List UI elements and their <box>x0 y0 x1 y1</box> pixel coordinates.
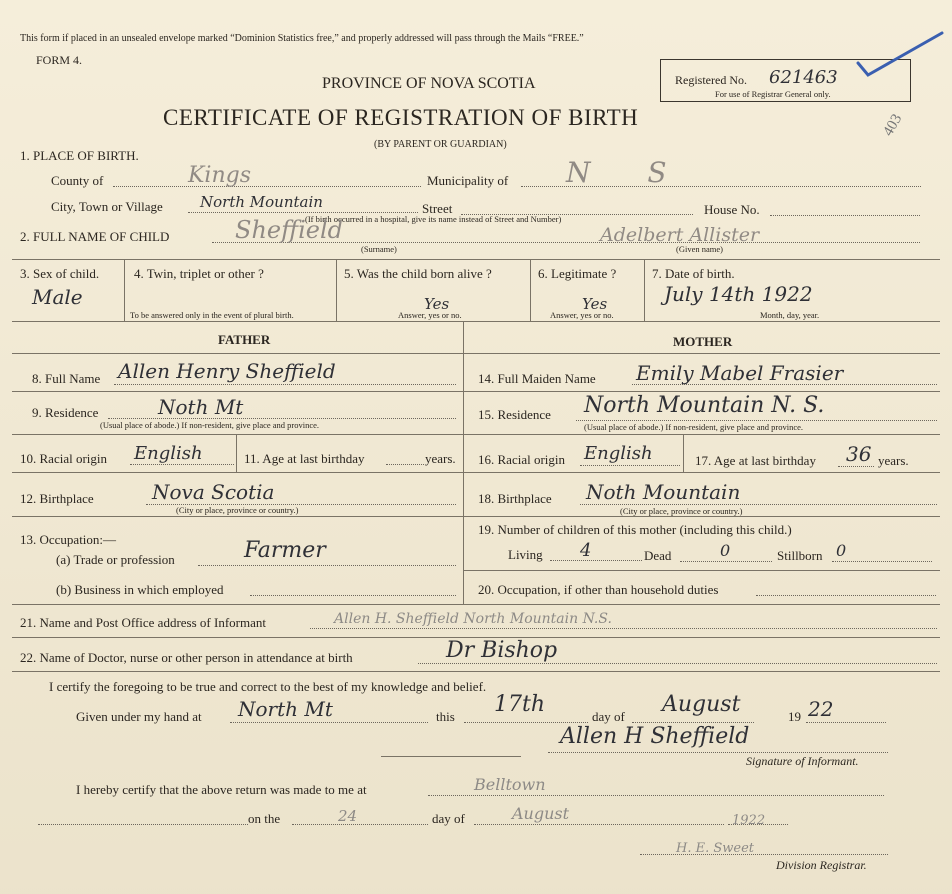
mother-age-label: 17. Age at last birthday <box>695 453 816 468</box>
born-alive-value: Yes <box>424 295 450 313</box>
mother-birthplace-label: 18. Birthplace <box>478 491 552 506</box>
twin-label: 4. Twin, triplet or other ? <box>134 266 264 281</box>
registered-label: Registered No. <box>675 73 747 87</box>
legitimate-label: 6. Legitimate ? <box>538 266 617 281</box>
mother-residence-label: 15. Residence <box>478 407 551 422</box>
certify-place: North Mt <box>238 697 333 721</box>
registered-note: For use of Registrar General only. <box>715 89 831 99</box>
page-subtitle: (BY PARENT OR GUARDIAN) <box>374 139 507 150</box>
hospital-note: (If birth occurred in a hospital, give its name instead of Street and Number) <box>305 214 562 224</box>
sex-label: 3. Sex of child. <box>20 266 100 281</box>
street-label: Street <box>422 201 453 216</box>
father-years-label: years. <box>425 451 456 466</box>
business-label: (b) Business in which employed <box>56 582 224 597</box>
child-surname: Sheffield <box>235 216 344 244</box>
registrar-day-of-label: day of <box>432 811 465 826</box>
mother-occupation-label: 20. Occupation, if other than household duties <box>478 582 719 597</box>
father-name: Allen Henry Sheffield <box>118 359 336 383</box>
father-age-label: 11. Age at last birthday <box>244 451 365 466</box>
living-label: Living <box>508 547 543 562</box>
page-title: CERTIFICATE OF REGISTRATION OF BIRTH <box>163 105 639 130</box>
father-name-label: 8. Full Name <box>32 371 101 386</box>
mother-name: Emily Mabel Frasier <box>636 361 844 385</box>
mother-years-label: years. <box>878 453 909 468</box>
mother-birthplace-note: (City or place, province or country.) <box>620 506 743 516</box>
county-value: Kings <box>188 163 252 188</box>
doctor-value: Dr Bishop <box>446 638 558 663</box>
mother-residence: North Mountain N. S. <box>584 393 825 418</box>
municipality-label: Municipality of <box>427 173 509 188</box>
twin-note: To be answered only in the event of plural birth. <box>130 310 294 320</box>
born-alive-note: Answer, yes or no. <box>398 310 462 320</box>
certify-day-of-label: day of <box>592 709 625 724</box>
county-label: County of <box>51 173 104 188</box>
father-birthplace: Nova Scotia <box>152 480 275 504</box>
born-alive-label: 5. Was the child born alive ? <box>344 266 492 281</box>
children-count-label: 19. Number of children of this mother (including this child.) <box>478 522 792 537</box>
informant-signature: Allen H Sheffield <box>560 724 750 749</box>
house-number-label: House No. <box>704 202 760 217</box>
certify-day: 17th <box>494 692 546 717</box>
certify-year-prefix: 19 <box>788 709 801 724</box>
sex-value: Male <box>32 285 83 309</box>
certify-month: August <box>662 692 741 717</box>
city-label: City, Town or Village <box>51 199 163 214</box>
mail-notice: This form if placed in an unsealed envelope marked “Dominion Statistics free,” and properly addressed will pass through the Mails “FREE.” <box>20 33 584 44</box>
place-of-birth-heading: 1. PLACE OF BIRTH. <box>20 148 139 163</box>
registered-number: 621463 <box>769 67 838 88</box>
registrar-place: Belltown <box>474 775 546 794</box>
child-given-name: Adelbert Allister <box>600 224 760 246</box>
date-of-birth-note: Month, day, year. <box>760 310 820 320</box>
legitimate-value: Yes <box>582 295 608 313</box>
mother-heading: MOTHER <box>673 334 733 349</box>
registrar-month: August <box>512 804 570 823</box>
dead-count: 0 <box>720 541 731 560</box>
father-residence: Noth Mt <box>158 395 244 419</box>
form-number: FORM 4. <box>36 53 83 67</box>
mother-name-label: 14. Full Maiden Name <box>478 371 596 386</box>
father-residence-note: (Usual place of abode.) If non-resident, give place and province. <box>100 420 320 430</box>
mother-racial-label: 16. Racial origin <box>478 452 566 467</box>
city-value: North Mountain <box>200 193 323 211</box>
mother-racial-origin: English <box>584 443 653 464</box>
trade-label: (a) Trade or profession <box>56 552 175 567</box>
dead-label: Dead <box>644 548 672 563</box>
stillborn-count: 0 <box>836 541 847 560</box>
stillborn-label: Stillborn <box>777 548 823 563</box>
this-label: this <box>436 709 455 724</box>
trade-value: Farmer <box>244 538 326 563</box>
doctor-label: 22. Name of Doctor, nurse or other person in attendance at birth <box>20 650 353 665</box>
registrar-statement: I hereby certify that the above return was made to me at <box>76 782 367 797</box>
certify-statement: I certify the foregoing to be true and correct to the best of my knowledge and belief. <box>49 679 487 694</box>
province-heading: PROVINCE OF NOVA SCOTIA <box>322 75 536 92</box>
registrar-on-label: on the <box>248 811 281 826</box>
signature-label: Signature of Informant. <box>746 754 859 768</box>
father-birthplace-label: 12. Birthplace <box>20 491 94 506</box>
registrar-year: 1922 <box>732 813 766 828</box>
municipality-value: N S <box>566 156 691 189</box>
certify-year: 22 <box>808 697 834 721</box>
archive-stamp: 403 <box>880 111 906 139</box>
registrar-day: 24 <box>338 807 358 825</box>
legitimate-note: Answer, yes or no. <box>550 310 614 320</box>
child-name-label: 2. FULL NAME OF CHILD <box>20 229 170 244</box>
living-count: 4 <box>580 540 592 561</box>
mother-birthplace: Noth Mountain <box>586 480 741 504</box>
informant-value: Allen H. Sheffield North Mountain N.S. <box>334 611 612 627</box>
given-name-note: (Given name) <box>676 244 723 254</box>
father-birthplace-note: (City or place, province or country.) <box>176 505 299 515</box>
registrar-signature: H. E. Sweet <box>676 841 754 856</box>
father-heading: FATHER <box>218 332 271 347</box>
mother-residence-note: (Usual place of abode.) If non-resident, give place and province. <box>584 422 804 432</box>
check-mark-icon <box>850 25 950 85</box>
surname-note: (Surname) <box>361 244 397 254</box>
given-under-label: Given under my hand at <box>76 709 202 724</box>
date-of-birth-label: 7. Date of birth. <box>652 266 735 281</box>
division-registrar-label: Division Registrar. <box>776 858 867 872</box>
father-residence-label: 9. Residence <box>32 405 99 420</box>
father-racial-label: 10. Racial origin <box>20 451 108 466</box>
father-racial-origin: English <box>134 443 203 464</box>
occupation-label: 13. Occupation:— <box>20 532 117 547</box>
date-of-birth-value: July 14th 1922 <box>664 282 813 306</box>
mother-age: 36 <box>846 442 872 466</box>
informant-label: 21. Name and Post Office address of Informant <box>20 615 266 630</box>
